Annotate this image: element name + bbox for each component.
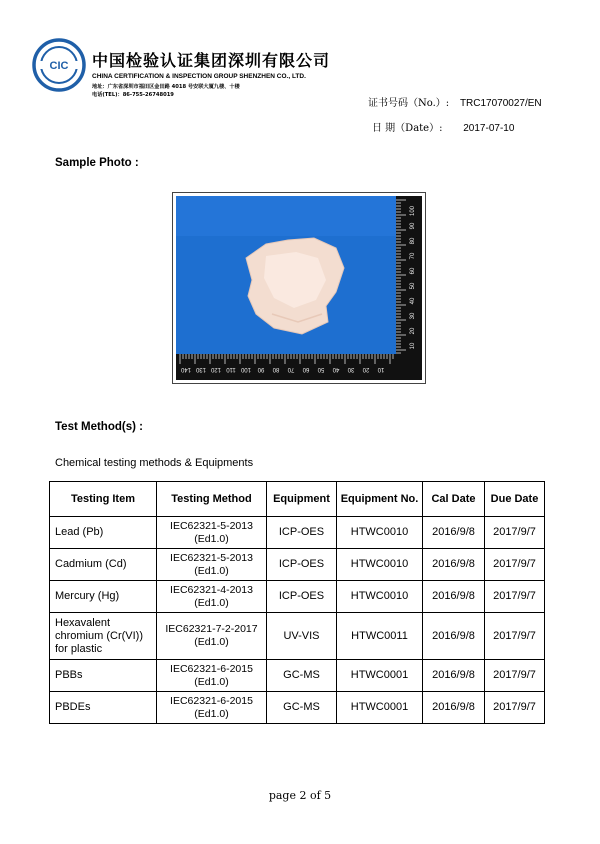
table-cell	[157, 692, 267, 724]
table-row	[50, 613, 545, 660]
page-number: page 2 of 5	[268, 789, 332, 802]
table-header-row	[50, 482, 545, 517]
equipment-number: HTWC0010	[350, 558, 409, 570]
test-method-title: Test Method(s) :	[55, 421, 143, 433]
company-name-cn: 中国检验认证集团深圳有限公司	[92, 51, 331, 70]
logo-text: CIC	[49, 60, 69, 72]
equipment: GC-MS	[283, 701, 320, 713]
table-cell	[485, 692, 545, 724]
certificate-number-label: 证书号码（No.）:	[368, 98, 450, 109]
testing-method-edition: (Ed1.0)	[194, 596, 229, 609]
testing-method-edition: (Ed1.0)	[194, 532, 229, 545]
due-date: 2017/9/7	[493, 558, 536, 570]
cal-date: 2016/9/8	[432, 558, 475, 570]
ruler-number: 20	[362, 366, 370, 372]
ruler-number: 70	[287, 366, 295, 372]
testing-item: Mercury (Hg)	[55, 590, 120, 602]
company-name-en: CHINA CERTIFICATION & INSPECTION GROUP SHENZHEN CO., LTD.	[92, 73, 306, 80]
testing-method: IEC62321-7-2-2017	[165, 623, 258, 635]
ruler-number: 60	[302, 366, 310, 372]
ruler-number: 40	[410, 297, 416, 305]
table-cell	[157, 581, 267, 613]
cal-date: 2016/9/8	[432, 526, 475, 538]
testing-item: Cadmium (Cd)	[55, 558, 127, 570]
company-telephone: 电话(TEL)：86-755-26748019	[92, 92, 174, 98]
equipment-number: HTWC0010	[350, 590, 409, 602]
column-header: Equipment No.	[337, 482, 423, 517]
certificate-number-row	[368, 94, 542, 109]
equipment-number: HTWC0001	[350, 669, 409, 681]
table-cell	[337, 692, 423, 724]
table-cell	[423, 517, 485, 549]
ruler-number: 120	[210, 366, 222, 372]
table-cell	[50, 549, 157, 581]
table-cell	[267, 660, 337, 692]
table-cell	[157, 517, 267, 549]
testing-method: IEC62321-5-2013	[170, 551, 253, 564]
table-cell	[337, 581, 423, 613]
equipment-number: HTWC0010	[350, 526, 409, 538]
ruler-number: 80	[272, 366, 280, 372]
ruler-number: 90	[257, 366, 265, 372]
table-cell	[485, 549, 545, 581]
company-block	[92, 48, 330, 98]
table-cell	[423, 549, 485, 581]
table-cell	[423, 581, 485, 613]
equipment: ICP-OES	[278, 590, 325, 602]
table-cell	[50, 613, 157, 660]
column-header: Equipment	[267, 482, 337, 517]
table-cell	[50, 517, 157, 549]
ruler-number: 90	[410, 222, 416, 230]
table-cell	[50, 581, 157, 613]
equipment-number: HTWC0001	[350, 701, 409, 713]
table-cell	[157, 613, 267, 660]
equipment: GC-MS	[283, 669, 320, 681]
equipment-number: HTWC0011	[351, 629, 408, 642]
testing-method-edition: (Ed1.0)	[194, 636, 229, 648]
ruler-number: 30	[410, 312, 416, 320]
table-cell	[337, 517, 423, 549]
ruler-number: 50	[317, 366, 325, 372]
column-header: Testing Method	[157, 482, 267, 517]
testing-method: IEC62321-6-2015	[170, 694, 253, 707]
due-date: 2017/9/7	[493, 701, 536, 713]
testing-method-edition: (Ed1.0)	[194, 707, 229, 720]
table-cell	[423, 660, 485, 692]
ruler-number: 100	[240, 366, 252, 372]
ruler-number: 140	[180, 366, 192, 372]
table-row	[50, 581, 545, 613]
ruler-number: 100	[410, 205, 416, 217]
ruler-number: 70	[410, 252, 416, 260]
ruler-number: 50	[410, 282, 416, 290]
cic-logo	[32, 38, 86, 92]
ruler-number: 80	[410, 237, 416, 245]
column-header: Due Date	[485, 482, 545, 517]
table-cell	[423, 692, 485, 724]
date-value: 2017-07-10	[463, 123, 515, 134]
equipment: ICP-OES	[278, 526, 325, 538]
ruler-number: 110	[226, 366, 236, 372]
test-method-subtitle: Chemical testing methods & Equipments	[55, 457, 254, 469]
table-cell	[50, 660, 157, 692]
date-label: 日 期（Date）:	[372, 123, 443, 134]
table-cell	[337, 549, 423, 581]
column-header: Testing Item	[50, 482, 157, 517]
table-row	[50, 692, 545, 724]
table-cell	[267, 692, 337, 724]
testing-item: PBDEs	[55, 701, 91, 713]
due-date: 2017/9/7	[493, 629, 536, 642]
table-cell	[157, 660, 267, 692]
table-cell	[485, 581, 545, 613]
cal-date: 2016/9/8	[432, 629, 475, 642]
ruler-number: 10	[410, 342, 416, 350]
ruler-number: 10	[377, 366, 385, 372]
sample-photo-title: Sample Photo :	[55, 157, 139, 169]
table-row	[50, 517, 545, 549]
date-row	[372, 119, 514, 134]
table-cell	[50, 692, 157, 724]
cal-date: 2016/9/8	[432, 701, 475, 713]
table-cell	[485, 613, 545, 660]
testing-item: Hexavalent chromium (Cr(VI)) for plastic	[55, 616, 143, 655]
company-address: 地址：广东省深圳市福田区金田路 4018 号安联大厦九楼、十楼	[92, 84, 240, 90]
ruler-number: 130	[195, 366, 207, 372]
cal-date: 2016/9/8	[432, 669, 475, 681]
equipment: ICP-OES	[278, 558, 325, 570]
testing-method: IEC62321-4-2013	[170, 583, 253, 596]
due-date: 2017/9/7	[493, 590, 536, 602]
table-cell	[485, 660, 545, 692]
ruler-number: 20	[410, 327, 416, 335]
certificate-number-value: TRC17070027/EN	[459, 98, 542, 109]
table-cell	[267, 549, 337, 581]
table-cell	[337, 660, 423, 692]
column-header: Cal Date	[423, 482, 485, 517]
table-row	[50, 549, 545, 581]
table-cell	[157, 549, 267, 581]
testing-method: IEC62321-5-2013	[170, 519, 253, 532]
testing-method: IEC62321-6-2015	[170, 662, 253, 675]
ruler-number: 30	[347, 366, 355, 372]
sample-photo	[172, 192, 426, 384]
table-cell	[267, 613, 337, 660]
due-date: 2017/9/7	[493, 526, 536, 538]
table-cell	[337, 613, 423, 660]
testing-item: Lead (Pb)	[55, 526, 104, 538]
table-cell	[423, 613, 485, 660]
due-date: 2017/9/7	[493, 669, 536, 681]
table-row	[50, 660, 545, 692]
table-cell	[267, 581, 337, 613]
cal-date: 2016/9/8	[432, 590, 475, 602]
testing-method-edition: (Ed1.0)	[194, 564, 229, 577]
test-method-table	[49, 481, 545, 724]
testing-item: PBBs	[55, 669, 83, 681]
table-cell	[485, 517, 545, 549]
equipment: UV-VIS	[283, 629, 320, 642]
ruler-number: 60	[410, 267, 416, 275]
ruler-number: 40	[332, 366, 340, 372]
table-cell	[267, 517, 337, 549]
testing-method-edition: (Ed1.0)	[194, 675, 229, 688]
